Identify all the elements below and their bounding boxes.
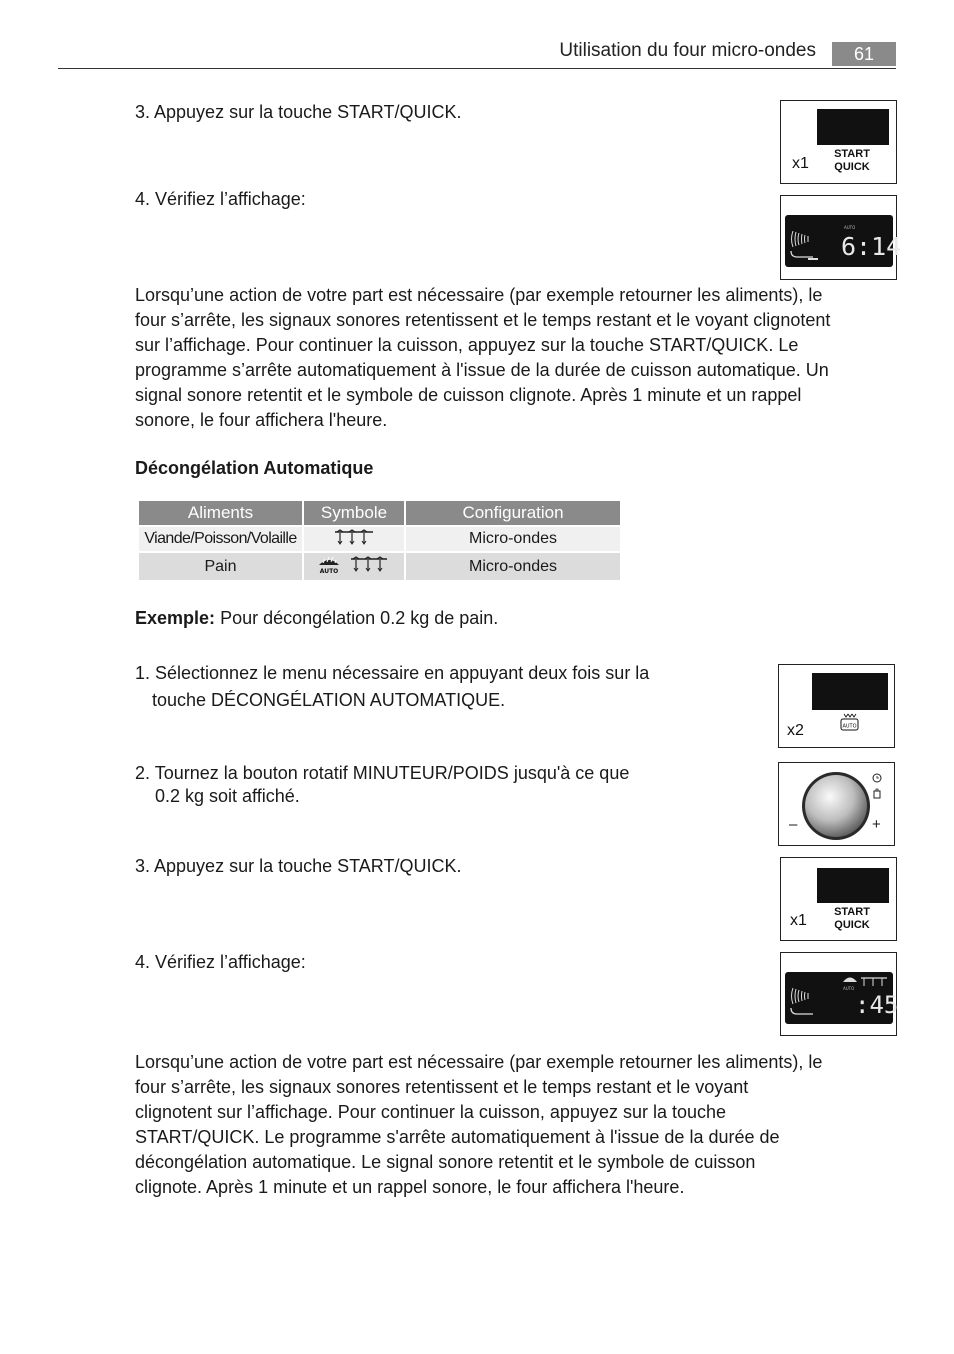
panel-display: [817, 868, 889, 903]
lcd-panel-2: [780, 952, 897, 1036]
example-label: Exemple:: [135, 608, 216, 628]
lcd-time: 6:14: [841, 232, 902, 261]
section-heading: Décongélation Automatique: [135, 458, 374, 478]
defrost-table: [137, 499, 622, 582]
step-1-line-2: touche DÉCONGÉLATION AUTOMATIQUE.: [152, 690, 506, 710]
col-header-symbole: Symbole: [304, 501, 404, 525]
example-text: Pour décongélation 0.2 kg de pain.: [220, 608, 499, 628]
press-count: x1: [792, 155, 809, 172]
col-header-aliments: Aliments: [139, 501, 302, 525]
step-4-text-2: 4. Vérifiez l’affichage:: [135, 952, 306, 972]
panel-display: [812, 673, 888, 710]
defrost-meat-icon: [329, 528, 379, 546]
step-3-text-2: 3. Appuyez sur la touche START/QUICK.: [135, 856, 462, 876]
header-rule: [58, 68, 896, 69]
quick-label: QUICK: [834, 919, 870, 931]
start-label: START: [834, 906, 870, 918]
step-3-text: 3. Appuyez sur la touche START/QUICK.: [135, 102, 462, 122]
defrost-button-panel: [778, 664, 895, 748]
defrost-bread-icon: [313, 553, 395, 575]
start-quick-button: [827, 906, 877, 932]
lcd-time: :45: [855, 991, 899, 1019]
defrost-paragraph: Lorsqu’une action de votre part est nécessaire (par exemple retourner les aliments), le four s’arrête, les signaux sonores retentissent et le temps restant et le voyant clignotent sur l’affichage. Pour continuer la cuisson, appuyez sur la touche START/QUICK. Le programme s'arrête automatiquement à l'issue de la durée de décongélation automatique. Le signal sonore retentit et le symbole de cuisson clignote. Après 1 minute et un rappel sonore, le four affichera l'heure.: [135, 1052, 823, 1197]
step-2-line-1: 2. Tournez la bouton rotatif MINUTEUR/POIDS jusqu'à ce que: [135, 763, 630, 783]
cell-configuration: Micro-ondes: [406, 553, 620, 580]
cell-aliment: Viande/Poisson/Volaille: [139, 527, 302, 551]
lcd-display: [785, 215, 902, 267]
minus-label: –: [789, 816, 798, 833]
start-quick-panel-1: [780, 100, 897, 184]
page-header-title: Utilisation du four micro-ondes: [559, 40, 816, 61]
example-line: [135, 606, 498, 631]
rotary-knob-panel: [778, 762, 895, 846]
auto-defrost-icon: [839, 712, 861, 732]
start-quick-panel-2: [780, 857, 897, 941]
start-quick-button: [827, 148, 877, 174]
start-label: START: [834, 148, 870, 160]
col-header-configuration: Configuration: [406, 501, 620, 525]
svg-text:AUTO: AUTO: [319, 568, 339, 575]
step-4-text: 4. Vérifiez l’affichage:: [135, 189, 306, 209]
microwave-defrost-icon: [785, 972, 899, 1024]
plus-label: +: [872, 816, 881, 833]
page-number: 61: [832, 42, 896, 66]
cell-symbol: [304, 553, 404, 580]
press-count: x2: [787, 722, 804, 739]
lcd-panel-1: [780, 195, 902, 280]
cell-aliment: Pain: [139, 553, 302, 580]
lcd-display: [785, 972, 899, 1024]
cell-symbol: [304, 527, 404, 551]
step-1-line-1: 1. Sélectionnez le menu nécessaire en appuyant deux fois sur la: [135, 663, 650, 683]
microwave-icon: [785, 215, 902, 267]
quick-label: QUICK: [834, 161, 870, 173]
cooking-paragraph: Lorsqu’une action de votre part est nécessaire (par exemple retourner les aliments), le four s’arrête, les signaux sonores retentissent et le temps restant et le voyant clignotent sur l’affichage. Pour continuer la cuisson, appuyez sur la touche START/QUICK. Le programme s’arrête automatiquement à l'issue de la durée de cuisson automatique. Un signal sonore retentit et le symbole de cuisson clignote. Après 1 minute et un rappel sonore, le four affichera l'heure.: [135, 285, 831, 430]
step-2-line-2: 0.2 kg soit affiché.: [155, 786, 300, 806]
table-row: [139, 553, 620, 580]
svg-text:AUTO: AUTO: [842, 723, 857, 730]
svg-text:AUTO: AUTO: [843, 986, 855, 991]
press-count: x1: [790, 912, 807, 929]
cell-configuration: Micro-ondes: [406, 527, 620, 551]
panel-display: [817, 109, 889, 145]
svg-text:AUTO: AUTO: [844, 225, 856, 230]
table-row: [139, 527, 620, 551]
